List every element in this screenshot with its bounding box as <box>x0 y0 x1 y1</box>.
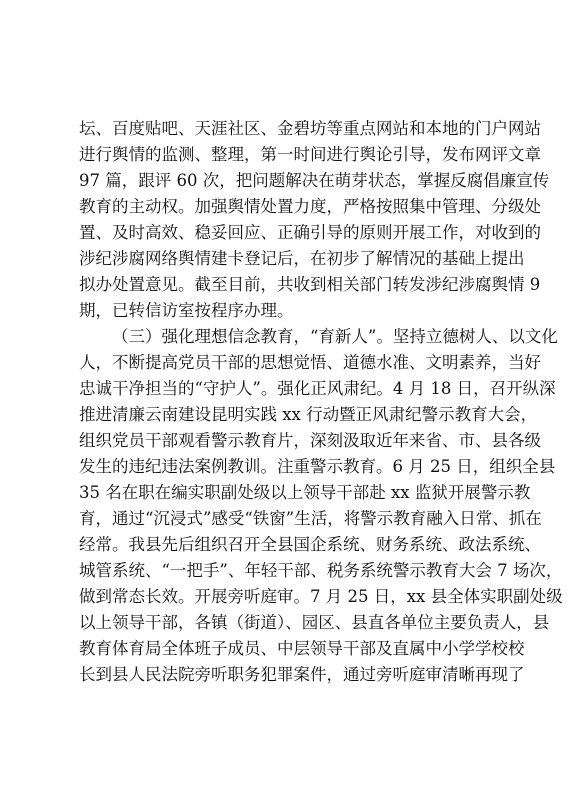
text-line: 忠诚干净担当的“守护人”。强化正风肃纪。4 月 18 日，召开纵深 <box>79 379 556 398</box>
text-line: 置、及时高效、稳妥回应、正确引导的原则开展工作，对收到的 <box>79 223 541 242</box>
text-line: 做到常态长效。开展旁听庭审。7 月 25 日，xx 县全体实职副处级 <box>79 587 563 606</box>
text-line: 组织党员干部观看警示教育片，深刻汲取近年来省、市、县各级 <box>79 431 541 450</box>
text-line: 育，通过“沉浸式”感受“铁窗”生活，将警示教育融入日常、抓在 <box>79 509 542 528</box>
text-line: 人，不断提高党员干部的思想觉悟、道德水准、文明素养，当好 <box>79 353 541 372</box>
text-line: 推进清廉云南建设昆明实践 xx 行动暨正风肃纪警示教育大会， <box>79 405 538 424</box>
text-line: 经常。我县先后组织召开全县国企系统、财务系统、政法系统、 <box>79 535 541 554</box>
text-line: 以上领导干部，各镇（街道）、园区、县直各单位主要负责人，县 <box>79 613 550 632</box>
text-line: 97 篇，跟评 60 次，把问题解决在萌芽状态，掌握反腐倡廉宣传 <box>79 171 550 190</box>
section-heading-line: （三）强化理想信念教育，“育新人”。坚持立德树人、以文化 <box>112 327 558 346</box>
text-line: 35 名在职在编实职副处级以上领导干部赴 xx 监狱开展警示教 <box>79 483 531 502</box>
text-line: 教育的主动权。加强舆情处置力度，严格按照集中管理、分级处 <box>79 197 541 216</box>
text-line: 拟办处置意见。截至目前，共收到相关部门转发涉纪涉腐舆情 9 <box>79 275 541 294</box>
text-line: 城管系统、“一把手”、年轻干部、税务系统警示教育大会 7 场次， <box>79 561 563 580</box>
text-line: 涉纪涉腐网络舆情建卡登记后，在初步了解情况的基础上提出 <box>79 249 525 268</box>
body-text <box>79 116 563 688</box>
text-line: 坛、百度贴吧、天涯社区、金碧坊等重点网站和本地的门户网站 <box>79 119 541 138</box>
text-line: 教育体育局全体班子成员、中层领导干部及直属中小学学校校 <box>79 639 525 658</box>
text-line: 进行舆情的监测、整理，第一时间进行舆论引导，发布网评文章 <box>79 145 541 164</box>
text-line: 期，已转信访室按程序办理。 <box>79 301 294 320</box>
text-line: 长到县人民法院旁听职务犯罪案件，通过旁听庭审清晰再现了 <box>79 665 525 684</box>
text-line: 发生的违纪违法案例教训。注重警示教育。6 月 25 日，组织全县 <box>79 457 556 476</box>
